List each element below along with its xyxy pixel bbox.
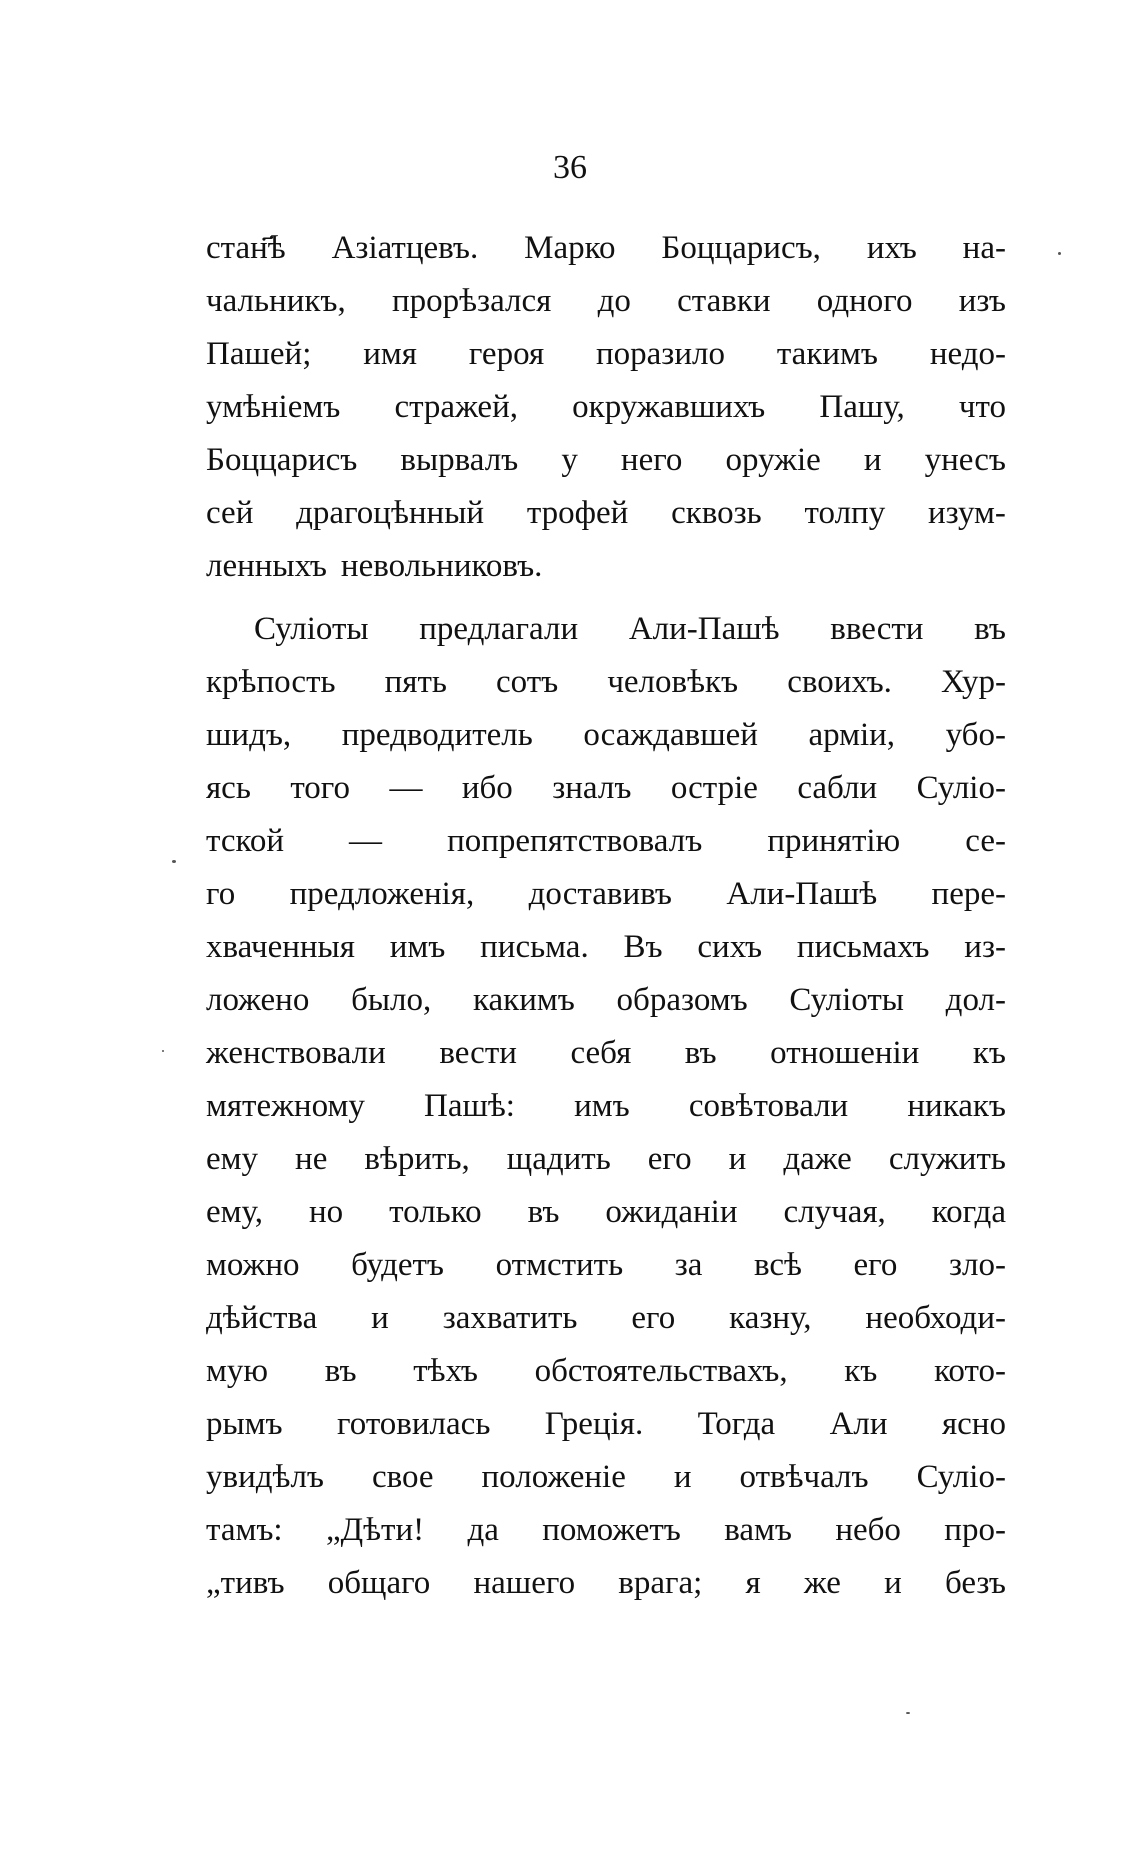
word: же — [803, 1565, 841, 1601]
text-line — [206, 815, 1006, 868]
text-line — [206, 1239, 1006, 1292]
text-line — [206, 540, 1006, 593]
word: вести — [439, 1035, 517, 1071]
text-line — [206, 381, 1006, 434]
word: въ — [324, 1353, 357, 1389]
word: вырвалъ — [400, 442, 519, 478]
word: его — [853, 1247, 898, 1283]
word: зло- — [948, 1247, 1006, 1283]
text-line — [206, 1133, 1006, 1186]
word: „Дѣти! — [325, 1512, 425, 1548]
word: принятію — [767, 823, 901, 859]
text-line — [206, 328, 1006, 381]
word: Али-Пашѣ — [726, 876, 878, 912]
word: Суліо- — [916, 770, 1006, 806]
body-text — [206, 222, 1006, 1610]
word: сквозь — [671, 495, 762, 531]
word: всѣ — [754, 1247, 802, 1283]
text-line — [206, 1504, 1006, 1557]
text-line — [206, 709, 1006, 762]
word: предложенія, — [289, 876, 475, 912]
word: изъ — [958, 283, 1006, 319]
word: и — [863, 442, 882, 478]
word: предводитель — [341, 717, 533, 753]
word: можно — [206, 1247, 300, 1283]
text-line — [206, 656, 1006, 709]
word: было, — [351, 982, 432, 1018]
word: унесъ — [924, 442, 1006, 478]
word: нашего — [473, 1565, 576, 1601]
word: письмахъ — [796, 929, 930, 965]
word: остріе — [670, 770, 758, 806]
word: вамъ — [724, 1512, 792, 1548]
word: Пашѣ: — [424, 1088, 515, 1124]
word: случая, — [783, 1194, 886, 1230]
text-line — [206, 1398, 1006, 1451]
word: кото- — [934, 1353, 1006, 1389]
word: даже — [783, 1141, 852, 1177]
word: оружіе — [725, 442, 821, 478]
word: стражей, — [394, 389, 518, 425]
word: — — [389, 770, 423, 806]
word: но — [308, 1194, 344, 1230]
word: ясь — [206, 770, 251, 806]
word: того — [290, 770, 351, 806]
word: готовилась — [337, 1406, 491, 1442]
word: Суліоты — [789, 982, 904, 1018]
word: женствовали — [206, 1035, 386, 1071]
word: арміи, — [808, 717, 896, 753]
print-speck — [162, 1050, 164, 1052]
word: сотъ — [496, 664, 559, 700]
word: Пашей; — [206, 336, 312, 372]
text-line — [206, 275, 1006, 328]
word: ихъ — [866, 230, 917, 266]
word: умѣніемъ — [206, 389, 341, 425]
word: ложено — [206, 982, 310, 1018]
word: сихъ — [697, 929, 763, 965]
word: мую — [206, 1353, 269, 1389]
word: ленныхъ — [206, 548, 327, 584]
text-line — [206, 762, 1006, 815]
word: Азіатцевъ. — [331, 230, 479, 266]
word: недо- — [929, 336, 1006, 372]
word: обстоятельствахъ, — [534, 1353, 788, 1389]
word: шидъ, — [206, 717, 292, 753]
word: небо — [835, 1512, 901, 1548]
word: ясно — [941, 1406, 1006, 1442]
word: какимъ — [472, 982, 575, 1018]
word: за — [674, 1247, 703, 1283]
text-line — [206, 1292, 1006, 1345]
word: безъ — [944, 1565, 1006, 1601]
word: одного — [816, 283, 913, 319]
word: сей — [206, 495, 254, 531]
word: тской — [206, 823, 284, 859]
text-line — [206, 487, 1006, 540]
word: и — [371, 1300, 389, 1336]
word: крѣпость — [206, 664, 336, 700]
word: драгоцѣнный — [296, 495, 485, 531]
word: Въ — [623, 929, 663, 965]
word: не — [295, 1141, 328, 1177]
word: доставивъ — [528, 876, 672, 912]
word: зналъ — [552, 770, 632, 806]
word: Али-Пашѣ — [628, 611, 780, 647]
word: Марко — [524, 230, 616, 266]
text-line — [206, 603, 1006, 656]
word: „тивъ — [206, 1565, 285, 1601]
word: и — [884, 1565, 902, 1601]
word: героя — [468, 336, 545, 372]
word: Пашу, — [819, 389, 905, 425]
text-line — [206, 1027, 1006, 1080]
text-line — [206, 222, 1006, 275]
word: когда — [931, 1194, 1006, 1230]
word: тѣхъ — [413, 1353, 478, 1389]
word: окружавшихъ — [572, 389, 766, 425]
word: имя — [363, 336, 417, 372]
word: да — [467, 1512, 499, 1548]
word: совѣтовали — [688, 1088, 849, 1124]
word: пере- — [931, 876, 1006, 912]
word: Греція. — [544, 1406, 644, 1442]
word: ставки — [677, 283, 771, 319]
word: мятежному — [206, 1088, 365, 1124]
text-line — [206, 1080, 1006, 1133]
word: и — [728, 1141, 747, 1177]
word: толпу — [804, 495, 886, 531]
word: имъ — [389, 929, 446, 965]
word: въ — [527, 1194, 560, 1230]
word: Хур- — [941, 664, 1006, 700]
paragraph-gap — [206, 593, 1006, 603]
word: необходи- — [865, 1300, 1006, 1336]
text-line — [206, 868, 1006, 921]
word: имъ — [574, 1088, 630, 1124]
word: человѣкъ — [607, 664, 739, 700]
word: въ — [974, 611, 1006, 647]
word: отмстить — [495, 1247, 624, 1283]
page-number: 36 — [553, 149, 587, 186]
word: Боццарисъ, — [661, 230, 821, 266]
word: про- — [944, 1512, 1006, 1548]
text-line — [206, 921, 1006, 974]
word: рымъ — [206, 1406, 283, 1442]
text-line — [206, 974, 1006, 1027]
word: Али — [829, 1406, 888, 1442]
word: захватить — [442, 1300, 578, 1336]
word: поможетъ — [542, 1512, 681, 1548]
word: ввести — [830, 611, 924, 647]
word: я — [745, 1565, 761, 1601]
word: Боццарисъ — [206, 442, 358, 478]
word: своихъ. — [787, 664, 892, 700]
word: из- — [964, 929, 1006, 965]
word: чальникъ, — [206, 283, 346, 319]
word: прорѣзался — [391, 283, 552, 319]
word: ему — [206, 1141, 259, 1177]
word: увидѣлъ — [206, 1459, 324, 1495]
word: въ — [684, 1035, 717, 1071]
word: дол- — [945, 982, 1006, 1018]
word: го — [206, 876, 236, 912]
word: Суліоты — [254, 611, 369, 647]
word: пять — [384, 664, 447, 700]
word: поразило — [596, 336, 725, 372]
word: у — [561, 442, 578, 478]
print-speck — [172, 860, 176, 863]
word: казну, — [729, 1300, 812, 1336]
word: ему, — [206, 1194, 263, 1230]
word: предлагали — [419, 611, 579, 647]
word: и — [673, 1459, 692, 1495]
word: никакъ — [907, 1088, 1006, 1124]
word: что — [958, 389, 1006, 425]
word: щадить — [506, 1141, 611, 1177]
word: — — [349, 823, 383, 859]
word: врага; — [618, 1565, 703, 1601]
word: свое — [371, 1459, 434, 1495]
word: только — [389, 1194, 482, 1230]
text-line — [206, 1451, 1006, 1504]
word: себя — [570, 1035, 632, 1071]
word: сабли — [797, 770, 878, 806]
word: вѣрить, — [364, 1141, 470, 1177]
text-line — [206, 1557, 1006, 1610]
word: ожиданіи — [605, 1194, 738, 1230]
word: положеніе — [481, 1459, 626, 1495]
word: дѣйства — [206, 1300, 318, 1336]
word: убо- — [945, 717, 1006, 753]
text-line — [206, 1345, 1006, 1398]
word: тамъ: — [206, 1512, 283, 1548]
print-speck — [1058, 252, 1061, 255]
word: служить — [888, 1141, 1006, 1177]
word: на- — [962, 230, 1006, 266]
word: се- — [965, 823, 1006, 859]
word: изум- — [927, 495, 1006, 531]
word: осаждавшей — [583, 717, 758, 753]
word: ибо — [461, 770, 513, 806]
word: стан҃ѣ — [206, 230, 286, 266]
word: будетъ — [351, 1247, 444, 1283]
word: къ — [972, 1035, 1006, 1071]
word: Тогда — [697, 1406, 776, 1442]
text-line — [206, 1186, 1006, 1239]
word: къ — [844, 1353, 878, 1389]
word: общаго — [327, 1565, 431, 1601]
word: Суліо- — [916, 1459, 1006, 1495]
word: отношеніи — [770, 1035, 920, 1071]
word: трофей — [526, 495, 629, 531]
print-speck — [906, 1712, 910, 1714]
word: такимъ — [776, 336, 878, 372]
word: образомъ — [616, 982, 748, 1018]
word: до — [597, 283, 631, 319]
word: отвѣчалъ — [739, 1459, 869, 1495]
word: его — [647, 1141, 692, 1177]
text-line — [206, 434, 1006, 487]
word: него — [620, 442, 683, 478]
word: хваченныя — [206, 929, 355, 965]
word: письма. — [480, 929, 589, 965]
word: его — [631, 1300, 676, 1336]
word: попрепятствовалъ — [447, 823, 703, 859]
word: невольниковъ. — [340, 548, 543, 584]
